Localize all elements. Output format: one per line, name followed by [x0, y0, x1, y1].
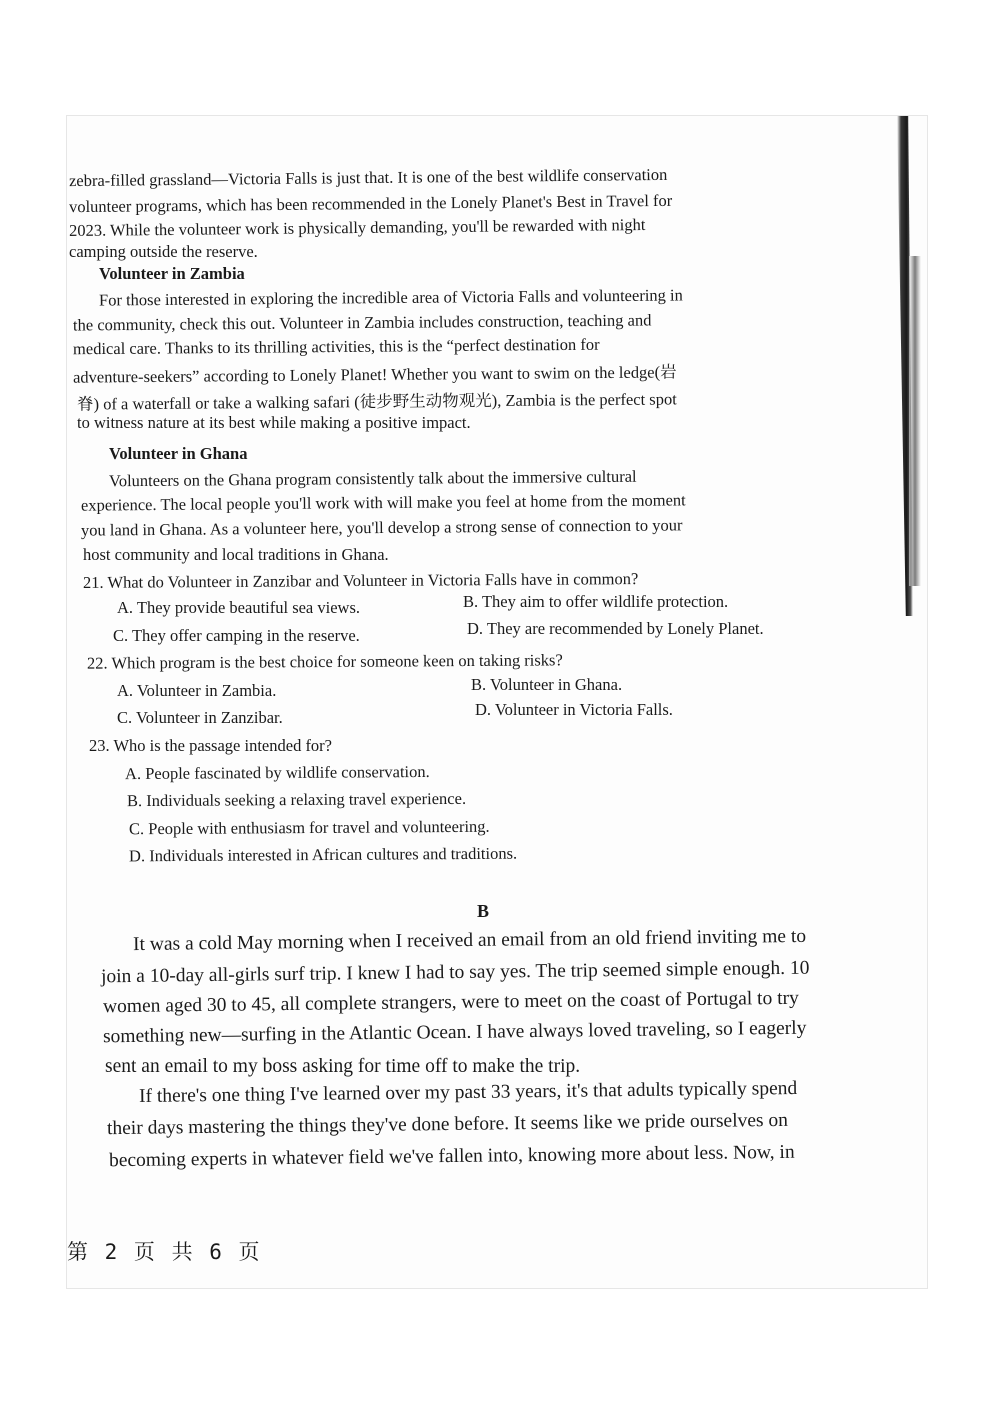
ghana-line: Volunteers on the Ghana program consistently talk about the immersive cultural: [108, 466, 637, 491]
question-22-option-a: A. Volunteer in Zambia.: [117, 681, 277, 700]
page-content: [67, 116, 927, 1288]
question-22-option-d: D. Volunteer in Victoria Falls.: [475, 700, 673, 719]
question-22-option-c: C. Volunteer in Zanzibar.: [117, 708, 283, 727]
zambia-line: For those interested in exploring the incredible area of Victoria Falls and volunteering in: [98, 285, 683, 310]
page-number-footer: 第 2 页 共 6 页: [67, 1240, 262, 1264]
question-23-option-a: A. People fascinated by wildlife conservation.: [124, 761, 430, 784]
question-23-stem: 23. Who is the passage intended for?: [89, 736, 333, 755]
passage-b-line: their days mastering the things they've done before. It seems like we pride ourselves on: [106, 1109, 789, 1140]
passage-b-line: something new—surfing in the Atlantic Ocean. I have always loved traveling, so I eagerly: [102, 1017, 807, 1048]
passage-a-line: camping outside the reserve.: [69, 242, 258, 261]
ghana-heading: Volunteer in Ghana: [109, 444, 248, 463]
passage-b-line: sent an email to my boss asking for time off to make the trip.: [105, 1056, 581, 1077]
question-23-option-d: D. Individuals interested in African cultures and traditions.: [128, 843, 518, 866]
question-21-option-c: C. They offer camping in the reserve.: [113, 626, 360, 645]
question-22-option-b: B. Volunteer in Ghana.: [471, 675, 623, 694]
passage-a-line: zebra-filled grassland—Victoria Falls is just that. It is one of the best wildlife conservation: [68, 164, 668, 191]
zambia-line: to witness nature at its best while making a positive impact.: [77, 413, 471, 432]
passage-b-line: join a 10-day all-girls surf trip. I knew I had to say yes. The trip seemed simple enough. 10: [100, 957, 810, 988]
ghana-line: host community and local traditions in Ghana.: [83, 545, 389, 564]
question-21-option-b: B. They aim to offer wildlife protection.: [463, 592, 729, 611]
scanned-page: [66, 115, 928, 1289]
zambia-line: medical care. Thanks to its thrilling activities, this is the “perfect destination for: [72, 334, 600, 359]
passage-b-line: If there's one thing I've learned over my past 33 years, it's that adults typically spend: [138, 1077, 798, 1108]
zambia-line: 脊) of a waterfall or take a walking safari (徒步野生动物观光), Zambia is the perfect spot: [76, 389, 677, 414]
passage-b-line: It was a cold May morning when I received an email from an old friend inviting me to: [132, 925, 807, 956]
question-21-option-d: D. They are recommended by Lonely Planet.: [467, 619, 764, 638]
ghana-line: experience. The local people you'll work with will make you feel at home from the moment: [80, 490, 686, 515]
question-23-option-b: B. Individuals seeking a relaxing travel experience.: [126, 788, 467, 811]
question-21-option-a: A. They provide beautiful sea views.: [117, 598, 361, 617]
zambia-line: adventure-seekers” according to Lonely Planet! Whether you want to swim on the ledge(岩: [72, 362, 677, 387]
passage-a-line: 2023. While the volunteer work is physically demanding, you'll be rewarded with night: [68, 214, 646, 241]
question-21-stem: 21. What do Volunteer in Zanzibar and Volunteer in Victoria Falls have in common?: [82, 569, 639, 592]
zambia-line: the community, check this out. Volunteer in Zambia includes construction, teaching and: [72, 310, 652, 335]
passage-b-line: women aged 30 to 45, all complete strangers, were to meet on the coast of Portugal to try: [102, 987, 799, 1018]
passage-b-label: B: [477, 901, 490, 921]
zambia-heading: Volunteer in Zambia: [99, 264, 245, 283]
question-23-option-c: C. People with enthusiasm for travel and volunteering.: [128, 816, 490, 839]
passage-b-line: becoming experts in whatever field we've fallen into, knowing more about less. Now, in: [108, 1141, 795, 1172]
ghana-line: you land in Ghana. As a volunteer here, you'll develop a strong sense of connection to your: [80, 515, 683, 540]
question-22-stem: 22. Which program is the best choice for someone keen on taking risks?: [86, 650, 563, 673]
passage-a-line: volunteer programs, which has been recommended in the Lonely Planet's Best in Travel for: [68, 190, 673, 217]
